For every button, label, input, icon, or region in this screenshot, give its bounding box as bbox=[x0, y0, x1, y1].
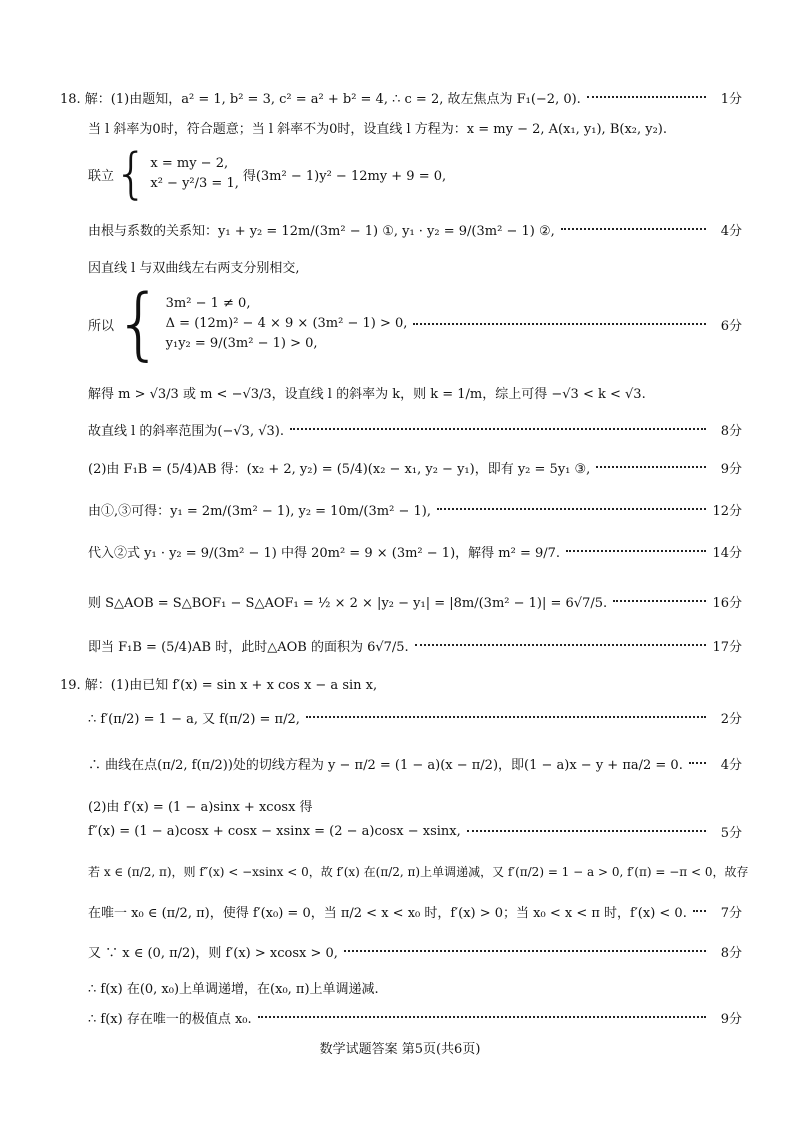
q18-text-4: 由根与系数的关系知：y₁ + y₂ = 12m/(3m² − 1) ①, y₁ · y₂ = 9/(3m² − 1) ②, bbox=[88, 223, 555, 239]
dot-leader bbox=[693, 910, 706, 912]
q18-eq-b: x² − y²/3 = 1, bbox=[150, 176, 239, 191]
q18-system2-label: 所以 bbox=[88, 318, 115, 334]
q18-line-9 bbox=[88, 456, 742, 478]
q18-line-12 bbox=[88, 590, 742, 612]
q18-eq-result: 得(3m² − 1)y² − 12my + 9 = 0, bbox=[242, 168, 447, 184]
q18-line-4 bbox=[88, 218, 742, 240]
dot-leader bbox=[689, 762, 706, 764]
q18-system-equations bbox=[150, 154, 238, 194]
q18-text-10: 由①,③可得：y₁ = 2m/(3m² − 1), y₂ = 10m/(3m² − 1), bbox=[88, 503, 431, 519]
score-12: 12分 bbox=[712, 503, 742, 519]
q18-text-11: 代入②式 y₁ · y₂ = 9/(3m² − 1) 中得 20m² = 9 × (3m² − 1)，解得 m² = 9/7. bbox=[88, 545, 561, 561]
q19-text-9: ∴ f(x) 在(0, x₀)上单调递增，在(x₀, π)上单调递减. bbox=[88, 981, 379, 997]
q18-text-8: 故直线 l 的斜率范围为(−√3, √3). bbox=[88, 423, 284, 439]
q18-line-2 bbox=[88, 116, 742, 138]
dot-leader bbox=[561, 228, 706, 230]
dot-leader bbox=[344, 950, 706, 952]
q18-text-1: 18. 解：(1)由题知，a² = 1, b² = 3, c² = a² + b² = 4, ∴ c = 2, 故左焦点为 F₁(−2, 0). bbox=[60, 91, 581, 107]
q19-line-4 bbox=[88, 794, 742, 816]
q19-text-7: 在唯一 x₀ ∈ (π/2, π)，使得 f′(x₀) = 0，当 π/2 < x < x₀ 时，f′(x) > 0；当 x₀ < x < π 时，f′(x) < 0. bbox=[88, 905, 687, 921]
q18-eq-a: x = my − 2, bbox=[150, 156, 229, 171]
q18-line-7 bbox=[88, 381, 742, 403]
dot-leader bbox=[437, 508, 706, 510]
q18-text-12: 则 S△AOB = S△BOF₁ − S△AOF₁ = ½ × 2 × |y₂ − y₁| = |8m/(3m² − 1)| = 6√7/5. bbox=[88, 595, 608, 611]
q19-text-2: ∴ f′(π/2) = 1 − a, 又 f(π/2) = π/2, bbox=[88, 711, 300, 727]
q19-text-5: f″(x) = (1 − a)cosx + cosx − xsinx = (2 − a)cosx − xsinx, bbox=[88, 823, 461, 839]
dot-leader bbox=[413, 323, 706, 325]
q18-line-8 bbox=[88, 418, 742, 440]
page-footer: 数学试题答案 第5页(共6页) bbox=[319, 1042, 481, 1057]
score-2: 2分 bbox=[720, 711, 742, 727]
score-16: 16分 bbox=[712, 595, 742, 611]
dot-leader bbox=[566, 550, 706, 552]
q18-line-1 bbox=[60, 86, 742, 108]
q18-text-7: 解得 m > √3/3 或 m < −√3/3，设直线 l 的斜率为 k，则 k = 1/m，综上可得 −√3 < k < √3. bbox=[88, 386, 646, 402]
q19-line-9 bbox=[88, 976, 742, 998]
q18-system-1 bbox=[88, 142, 742, 205]
q18-text-5: 因直线 l 与双曲线左右两支分别相交, bbox=[88, 260, 300, 276]
q19-line-7 bbox=[88, 900, 742, 922]
q19-text-6: 若 x ∈ (π/2, π)，则 f″(x) < −xsinx < 0，故 f′(x) 在(π/2, π)上单调递减，又 f′(π/2) = 1 − a > 0, f′(π) = −π < 0，故存 bbox=[88, 864, 749, 879]
brace-icon: { bbox=[114, 142, 149, 205]
dot-leader bbox=[258, 1016, 706, 1018]
q18-system-label: 联立 bbox=[88, 168, 115, 184]
q18-cond-c: y₁y₂ = 9/(3m² − 1) > 0, bbox=[165, 336, 318, 351]
score-8b: 8分 bbox=[720, 945, 742, 961]
q19-line-10 bbox=[88, 1006, 742, 1028]
q19-line-5 bbox=[88, 820, 742, 842]
score-8: 8分 bbox=[720, 423, 742, 439]
score-5: 5分 bbox=[720, 825, 742, 841]
q18-line-5 bbox=[88, 255, 742, 277]
q18-line-10 bbox=[88, 498, 742, 520]
score-14: 14分 bbox=[712, 545, 742, 561]
score-4: 4分 bbox=[720, 223, 742, 239]
q18-cond-a: 3m² − 1 ≠ 0, bbox=[165, 296, 251, 311]
q19-line-2 bbox=[88, 706, 742, 728]
q19-text-4: (2)由 f′(x) = (1 − a)sinx + xcosx 得 bbox=[88, 799, 313, 815]
score-9: 9分 bbox=[720, 461, 742, 477]
q18-cond-b: Δ = (12m)² − 4 × 9 × (3m² − 1) > 0, bbox=[165, 316, 408, 331]
dot-leader bbox=[290, 428, 706, 430]
q19-text-10: ∴ f(x) 存在唯一的极值点 x₀. bbox=[88, 1011, 252, 1027]
q18-text-2: 当 l 斜率为0时，符合题意；当 l 斜率不为0时，设直线 l 方程为：x = my − 2, A(x₁, y₁), B(x₂, y₂). bbox=[88, 121, 668, 137]
score-17: 17分 bbox=[712, 639, 742, 655]
q19-line-3 bbox=[88, 752, 742, 774]
score-7: 7分 bbox=[720, 905, 742, 921]
q19-text-1: 19. 解：(1)由已知 f′(x) = sin x + x cos x − a sin x, bbox=[60, 677, 378, 693]
q19-text-3: ∴ 曲线在点(π/2, f(π/2))处的切线方程为 y − π/2 = (1 − a)(x − π/2)，即(1 − a)x − y + πa/2 = 0. bbox=[88, 757, 683, 773]
brace-icon: { bbox=[114, 279, 164, 369]
q19-line-6 bbox=[88, 860, 749, 882]
q18-text-9: (2)由 F₁B = (5/4)AB 得：(x₂ + 2, y₂) = (5/4)(x₂ − x₁, y₂ − y₁)，即有 y₂ = 5y₁ ③, bbox=[88, 461, 591, 477]
q19-line-8 bbox=[88, 940, 742, 962]
q19-line-1 bbox=[60, 672, 742, 694]
dot-leader bbox=[596, 466, 706, 468]
q18-line-13 bbox=[88, 634, 742, 656]
q18-text-13: 即当 F₁B = (5/4)AB 时，此时△AOB 的面积为 6√7/5. bbox=[88, 639, 409, 655]
score-4b: 4分 bbox=[720, 757, 742, 773]
dot-leader bbox=[415, 644, 706, 646]
dot-leader bbox=[587, 96, 706, 98]
dot-leader bbox=[613, 600, 706, 602]
q18-system-2 bbox=[88, 279, 742, 369]
dot-leader bbox=[306, 716, 706, 718]
score-1: 1分 bbox=[720, 91, 742, 107]
q18-system2-equations bbox=[166, 294, 408, 354]
score-9b: 9分 bbox=[720, 1011, 742, 1027]
dot-leader bbox=[467, 830, 706, 832]
q19-text-8: 又 ∵ x ∈ (0, π/2)，则 f′(x) > xcosx > 0, bbox=[88, 945, 338, 961]
score-6: 6分 bbox=[720, 318, 742, 334]
q18-line-11 bbox=[88, 540, 742, 562]
